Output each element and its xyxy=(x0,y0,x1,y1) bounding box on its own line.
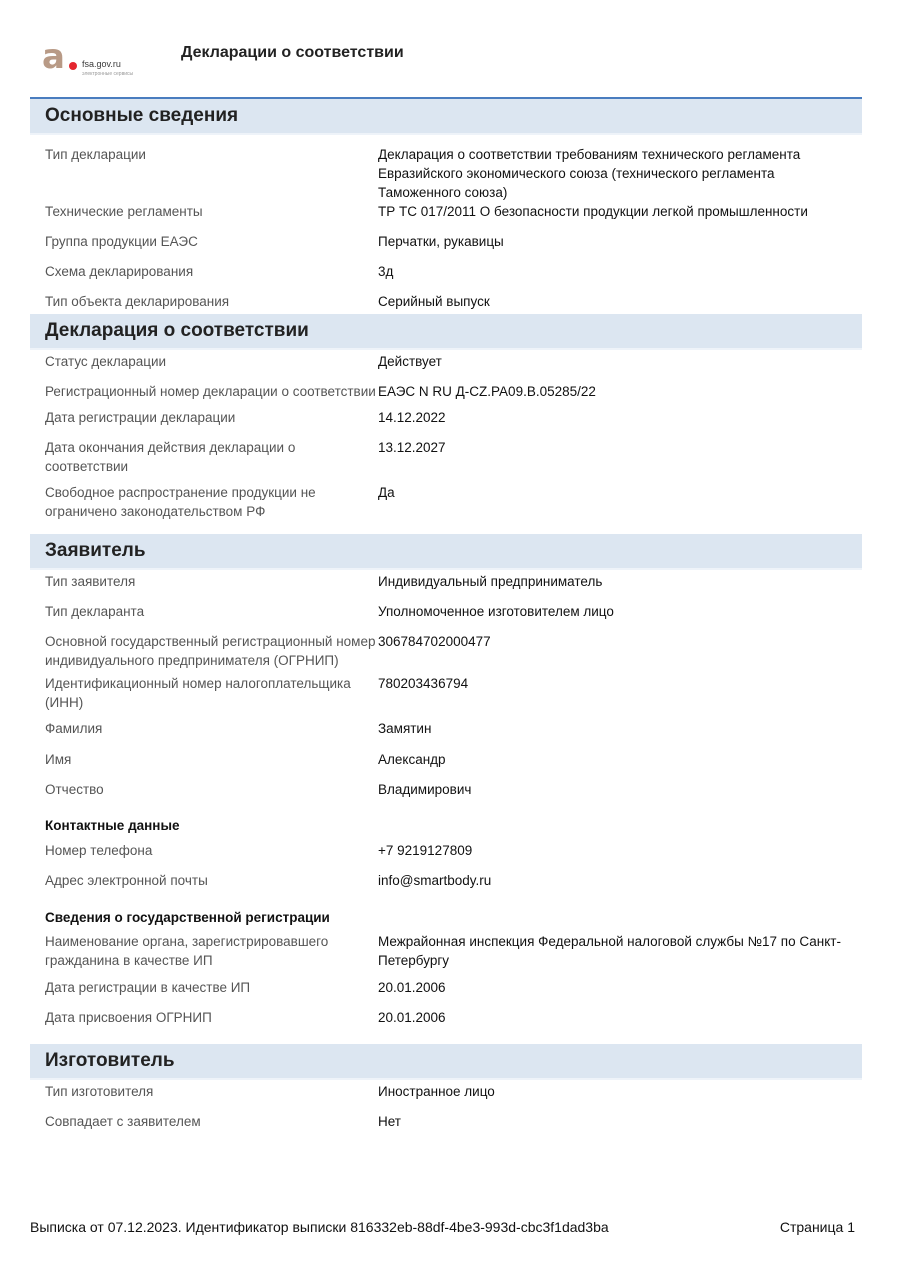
row-product-group xyxy=(30,232,862,251)
row-free-distribution xyxy=(30,483,862,521)
section-applicant-title: Заявитель xyxy=(30,534,862,570)
row-label: Технические регламенты xyxy=(45,204,203,219)
row-label: Тип декларации xyxy=(45,147,146,162)
row-label: Свободное распространение продукции не ограничено законодательством РФ xyxy=(45,485,316,519)
row-value: +7 9219127809 xyxy=(378,843,473,858)
row-scheme xyxy=(30,262,862,281)
document-content xyxy=(30,99,862,1131)
row-value: ЕАЭС N RU Д-CZ.PA09.B.05285/22 xyxy=(378,384,596,399)
page-header xyxy=(40,38,860,83)
row-reg-date xyxy=(30,408,862,427)
row-label: Имя xyxy=(45,752,72,767)
logo-mark: a xyxy=(42,37,65,77)
row-label: Дата регистрации в качестве ИП xyxy=(45,980,251,995)
page-title: Декларации о соответствии xyxy=(181,44,404,61)
row-label: Схема декларирования xyxy=(45,264,194,279)
row-value: Да xyxy=(378,485,395,500)
row-value: Серийный выпуск xyxy=(378,294,490,309)
row-ogrnip xyxy=(30,632,862,670)
row-tech-regulations xyxy=(30,202,862,221)
row-label: Регистрационный номер декларации о соответствии xyxy=(45,384,376,399)
row-value: info@smartbody.ru xyxy=(378,873,492,888)
row-label: Дата присвоения ОГРНИП xyxy=(45,1010,212,1025)
row-inn xyxy=(30,674,862,712)
logo-dot-icon xyxy=(69,62,77,70)
row-value: 20.01.2006 xyxy=(378,1010,446,1025)
row-value: Декларация о соответствии требованиям технического регламента Евразийского экономического союза (технического регламента Таможенного союза) xyxy=(378,147,801,200)
page-number: Страница 1 xyxy=(779,1219,855,1235)
row-name xyxy=(30,750,862,769)
row-label: Основной государственный регистрационный номер индивидуального предпринимателя (ОГРНИП) xyxy=(45,634,376,668)
row-value: Действует xyxy=(378,354,442,369)
row-surname xyxy=(30,719,862,738)
contacts-subheading: Контактные данные xyxy=(45,818,180,833)
row-email xyxy=(30,871,862,890)
row-value: 13.12.2027 xyxy=(378,440,446,455)
row-value: Уполномоченное изготовителем лицо xyxy=(378,604,614,619)
row-label: Адрес электронной почты xyxy=(45,873,208,888)
row-value: 306784702000477 xyxy=(378,634,491,649)
row-value: Александр xyxy=(378,752,446,767)
row-declaration-type xyxy=(30,145,862,202)
row-label: Дата регистрации декларации xyxy=(45,410,236,425)
row-value: ТР ТС 017/2011 О безопасности продукции легкой промышленности xyxy=(378,204,808,219)
row-value: Иностранное лицо xyxy=(378,1084,495,1099)
row-value: Замятин xyxy=(378,721,432,736)
row-label: Отчество xyxy=(45,782,104,797)
row-ip-reg-date xyxy=(30,978,862,997)
row-value: 3д xyxy=(378,264,394,279)
row-status xyxy=(30,352,862,371)
row-label: Наименование органа, зарегистрировавшего гражданина в качестве ИП xyxy=(45,934,329,968)
logo-site-text: fsa.gov.ru xyxy=(82,59,121,69)
row-manufacturer-type xyxy=(30,1082,862,1101)
row-declarant-type xyxy=(30,602,862,621)
row-label: Тип декларанта xyxy=(45,604,145,619)
row-reg-authority xyxy=(30,932,862,970)
row-label: Статус декларации xyxy=(45,354,167,369)
row-same-as-applicant xyxy=(30,1112,862,1131)
row-ogrnip-date xyxy=(30,1008,862,1027)
row-label: Номер телефона xyxy=(45,843,153,858)
section-basic-title: Основные сведения xyxy=(30,99,862,135)
extract-info: Выписка от 07.12.2023. Идентификатор выписки 816332eb-88df-4be3-993d-cbc3f1dad3ba xyxy=(30,1219,609,1235)
row-label: Идентификационный номер налогоплательщика (ИНН) xyxy=(45,676,351,710)
row-value: Владимирович xyxy=(378,782,472,797)
row-label: Группа продукции ЕАЭС xyxy=(45,234,198,249)
row-patronymic xyxy=(30,780,862,799)
row-value: Перчатки, рукавицы xyxy=(378,234,504,249)
row-label: Тип заявителя xyxy=(45,574,136,589)
row-value: Индивидуальный предприниматель xyxy=(378,574,603,589)
row-label: Фамилия xyxy=(45,721,103,736)
row-label: Совпадает с заявителем xyxy=(45,1114,201,1129)
section-manufacturer-title: Изготовитель xyxy=(30,1044,862,1080)
row-value: 20.01.2006 xyxy=(378,980,446,995)
row-expiry-date xyxy=(30,438,862,476)
row-object-type xyxy=(30,292,862,311)
row-value: Межрайонная инспекция Федеральной налоговой службы №17 по Санкт-Петербургу xyxy=(378,934,841,968)
row-phone xyxy=(30,841,862,860)
row-label: Тип объекта декларирования xyxy=(45,294,230,309)
logo-subtitle: электронные сервисы xyxy=(82,71,134,77)
fsa-logo[interactable] xyxy=(40,38,150,83)
row-label: Тип изготовителя xyxy=(45,1084,154,1099)
section-declaration-title: Декларация о соответствии xyxy=(30,314,862,350)
row-label: Дата окончания действия декларации о соответствии xyxy=(45,440,296,474)
row-value: Нет xyxy=(378,1114,401,1129)
row-value: 14.12.2022 xyxy=(378,410,446,425)
row-applicant-type xyxy=(30,572,862,591)
row-value: 780203436794 xyxy=(378,676,469,691)
registration-subheading: Сведения о государственной регистрации xyxy=(45,910,330,925)
row-reg-number xyxy=(30,382,862,401)
